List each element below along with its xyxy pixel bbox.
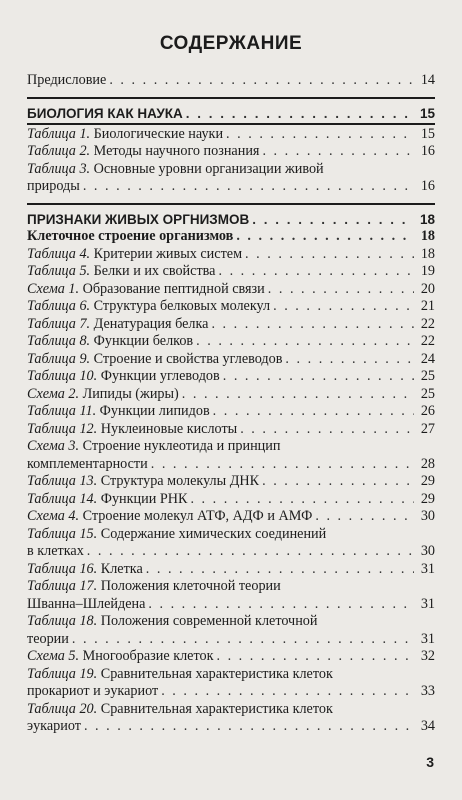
toc-entry-text: Клеточное строение организмов: [27, 228, 234, 244]
toc-page-number: 25: [420, 385, 435, 402]
toc-entry-prefix: Схема 5.: [27, 648, 80, 664]
toc-entry: [27, 368, 435, 386]
toc-entry-prefix: Схема 1.: [27, 280, 80, 297]
toc-entry-text: Денатурация белка: [93, 315, 209, 332]
toc-entry-text-cont: эукариот: [27, 718, 81, 734]
toc-entry-prefix: Таблица 1.: [27, 125, 91, 142]
toc-entry-text: Функции РНК: [100, 490, 188, 507]
toc-entry-text: Многообразие клеток: [82, 648, 214, 664]
toc-page-number: 16: [420, 178, 435, 194]
toc-page-number: 29: [420, 490, 435, 507]
toc-entry: [27, 143, 435, 161]
section-underline: [27, 123, 435, 125]
toc-entry: [27, 701, 435, 736]
toc-page-number: 16: [420, 143, 435, 159]
toc-entry: [27, 246, 435, 264]
toc-entry-text: Биологические науки: [93, 125, 224, 142]
leader-dots: [252, 211, 414, 229]
toc-entry-prefix: Таблица 2.: [27, 143, 91, 159]
leader-dots: [268, 281, 414, 299]
toc-page-number: 18: [420, 245, 435, 262]
toc-page-number: 33: [420, 683, 435, 699]
toc-entry-prefix: Таблица 5.: [27, 263, 91, 279]
toc-entry-text: Сравнительная характеристика клеток: [100, 665, 333, 682]
leader-dots: [262, 143, 414, 161]
toc-entry-prefix: Схема 2.: [27, 385, 80, 402]
leader-dots: [223, 368, 414, 386]
toc-subsection-cell: [27, 228, 435, 246]
toc-page-number: 19: [420, 263, 435, 279]
toc-entry-text: Образование пептидной связи: [82, 280, 265, 297]
toc-entry-text: Содержание химических соединений: [100, 525, 327, 542]
toc-entry-prefix: Таблица 12.: [27, 420, 98, 437]
leader-dots: [146, 561, 414, 579]
leader-dots: [226, 126, 414, 144]
section-divider: [27, 97, 435, 99]
toc-page-number: 27: [420, 420, 435, 437]
toc-page-number: 20: [420, 280, 435, 297]
toc-entry: [27, 281, 435, 299]
toc-entry-text: Критерии живых систем: [93, 245, 243, 262]
toc-page-number: 31: [420, 560, 435, 577]
leader-dots: [236, 228, 414, 246]
toc-page-number: 30: [420, 508, 435, 524]
toc-page-number: 18: [419, 211, 435, 227]
toc-entry-prefix: Таблица 17.: [27, 578, 98, 594]
toc-entry: [27, 421, 435, 439]
toc-entry-text: Сравнительная характеристика клеток: [100, 700, 333, 717]
toc-entry: [27, 351, 435, 369]
toc-page-number: 30: [420, 543, 435, 559]
toc-entry-text: Клетка: [100, 560, 143, 577]
toc-entry-prefix: Таблица 20.: [27, 700, 98, 717]
leader-dots: [83, 178, 414, 196]
toc-entry: [27, 316, 435, 334]
toc-entry-text: ПРИЗНАКИ ЖИВЫХ ОРГНИЗМОВ: [27, 211, 250, 227]
toc-entry-text: Структура белковых молекул: [93, 298, 271, 314]
toc-entry-prefix: Таблица 15.: [27, 525, 98, 542]
leader-dots: [315, 508, 414, 526]
toc-entry-prefix: Таблица 7.: [27, 315, 91, 332]
toc-entry: [27, 526, 435, 561]
leader-dots: [161, 683, 414, 701]
toc-entry-text: Белки и их свойства: [93, 263, 216, 279]
toc-entry: [27, 578, 435, 613]
toc-entry: [27, 403, 435, 421]
toc-entry-text-cont: комплементарности: [27, 455, 148, 472]
leader-dots: [84, 718, 414, 736]
toc-entry-text-cont: теории: [27, 630, 69, 647]
toc-page-number: 25: [420, 368, 435, 384]
toc-entry-prefix: Таблица 9.: [27, 350, 91, 367]
section-divider: [27, 203, 435, 205]
toc-entry: [27, 298, 435, 316]
toc-entry: [27, 161, 435, 196]
toc-page-number: 22: [420, 315, 435, 332]
leader-dots: [216, 648, 414, 666]
toc-page-number: 31: [420, 595, 435, 612]
toc-page-number: 15: [419, 105, 435, 121]
toc-page-number: 32: [420, 648, 435, 664]
toc-entry: [27, 333, 435, 351]
toc-entry-text: Положения современной клеточной: [100, 613, 318, 629]
toc-page-number: 22: [420, 333, 435, 349]
leader-dots: [285, 351, 414, 369]
toc-entry-prefix: Таблица 18.: [27, 613, 98, 629]
page-number: 3: [426, 754, 434, 770]
toc-entry-text-cont: прокариот и эукариот: [27, 683, 159, 699]
leader-dots: [151, 456, 414, 474]
leader-dots: [211, 316, 414, 334]
toc-entry-text: Нуклеиновые кислоты: [100, 420, 238, 437]
toc-entry-prefix: Таблица 4.: [27, 245, 91, 262]
toc-entry: [27, 386, 435, 404]
toc-entry-text: Положения клеточной теории: [100, 578, 281, 594]
toc-entry: [27, 438, 435, 473]
leader-dots: [245, 246, 414, 264]
table-of-contents: [27, 72, 435, 736]
leader-dots: [262, 473, 414, 491]
leader-dots: [240, 421, 414, 439]
toc-page-number: 28: [420, 455, 435, 472]
toc-entry-prefix: Таблица 13.: [27, 473, 98, 489]
toc-entry-prefix: Таблица 8.: [27, 333, 91, 349]
toc-page-number: 29: [420, 473, 435, 489]
leader-dots: [196, 333, 414, 351]
toc-section-living-organisms: [27, 211, 435, 229]
toc-page-number: 26: [420, 403, 435, 419]
toc-page-number: 14: [420, 72, 435, 88]
toc-entry: [27, 126, 435, 144]
toc-entry: [27, 473, 435, 491]
toc-entry-prefix: Схема 4.: [27, 508, 80, 524]
toc-page-number: 31: [420, 630, 435, 647]
toc-entry-prefix: Таблица 16.: [27, 560, 98, 577]
toc-entry-text: Липиды (жиры): [82, 385, 179, 402]
toc-entry-text-cont: природы: [27, 178, 80, 194]
toc-entry-text: Строение и свойства углеводов: [93, 350, 283, 367]
toc-entry: [27, 508, 435, 526]
toc-section-biology: [27, 105, 435, 123]
toc-entry-text: Функции углеводов: [100, 368, 220, 384]
toc-entry: [27, 648, 435, 666]
toc-entry-text: Структура молекулы ДНК: [100, 473, 260, 489]
toc-entry-prefix: Таблица 14.: [27, 490, 98, 507]
toc-entry-text: Основные уровни организации живой: [93, 160, 324, 177]
leader-dots: [213, 403, 414, 421]
toc-entry-text: Функции белков: [93, 333, 194, 349]
leader-dots: [72, 631, 414, 649]
toc-page-number: 18: [420, 228, 435, 244]
leader-dots: [109, 72, 414, 90]
toc-entry-text: Строение нуклеотида и принцип: [82, 438, 281, 454]
leader-dots: [218, 263, 414, 281]
toc-entry-text: Предисловие: [27, 72, 107, 88]
toc-page-number: 24: [420, 350, 435, 367]
toc-entry: [27, 263, 435, 281]
toc-entry-text: Функции липидов: [99, 403, 210, 419]
toc-entry-text: Строение молекул АТФ, АДФ и АМФ: [82, 508, 313, 524]
toc-entry: [27, 613, 435, 648]
leader-dots: [190, 491, 414, 509]
leader-dots: [87, 543, 414, 561]
page-title: СОДЕРЖАНИЕ: [159, 33, 303, 54]
toc-entry-prefix: Таблица 3.: [27, 160, 91, 177]
toc-entry: [27, 491, 435, 509]
toc-entry-text: Методы научного познания: [93, 143, 260, 159]
leader-dots: [148, 596, 414, 614]
leader-dots: [273, 298, 414, 316]
toc-entry-prefix: Таблица 11.: [27, 403, 97, 419]
toc-entry-text-cont: Шванна–Шлейдена: [27, 595, 146, 612]
toc-page-number: 15: [420, 125, 435, 142]
toc-entry-prefix: Таблица 10.: [27, 368, 98, 384]
toc-page-number: 34: [420, 718, 435, 734]
toc-entry-text: БИОЛОГИЯ КАК НАУКА: [27, 105, 183, 121]
toc-entry: [27, 666, 435, 701]
toc-entry: [27, 561, 435, 579]
toc-entry-prefix: Таблица 19.: [27, 665, 98, 682]
leader-dots: [182, 386, 414, 404]
leader-dots: [186, 105, 414, 123]
toc-entry-prefix: Схема 3.: [27, 438, 80, 454]
toc-entry-preface: [27, 72, 435, 90]
toc-page-number: 21: [420, 298, 435, 314]
toc-entry-prefix: Таблица 6.: [27, 298, 91, 314]
toc-entry-text-cont: в клетках: [27, 543, 84, 559]
